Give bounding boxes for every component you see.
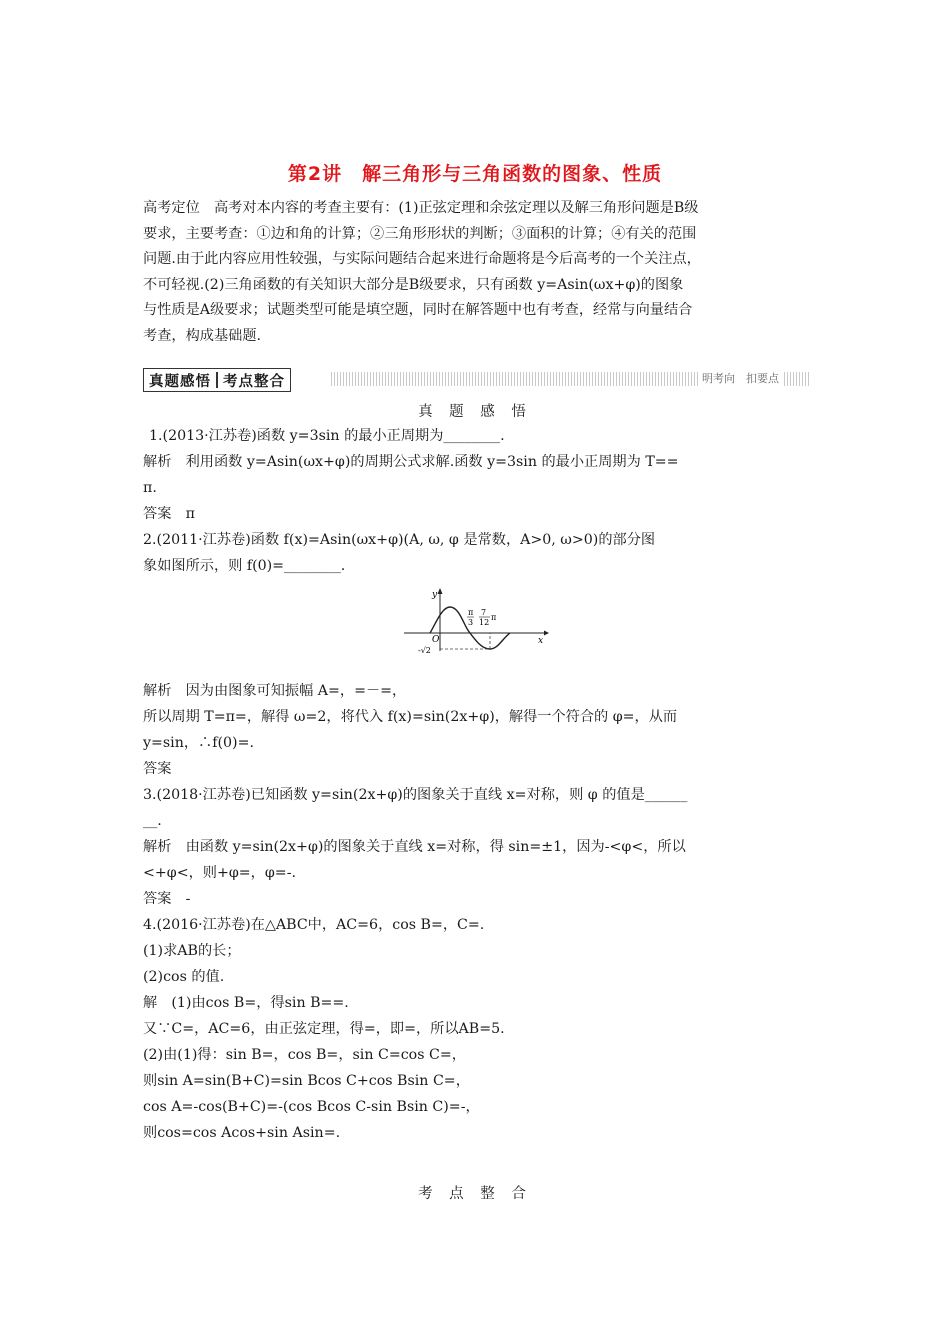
- intro-line: 高考定位 高考对本内容的考查主要有：(1)正弦定理和余弦定理以及解三角形问题是B级: [143, 200, 699, 216]
- solution-line: π.: [143, 480, 157, 496]
- problem-line: 1.(2013·江苏卷)函数 y=3sin 的最小正周期为________.: [149, 428, 505, 444]
- problem-line: (2)cos 的值.: [143, 969, 225, 985]
- solution-line: y=sin，∴f(0)=.: [143, 735, 254, 751]
- solution-line: 解析 利用函数 y=Asin(ωx+φ)的周期公式求解.函数 y=3sin 的最小正周期为 T==: [143, 454, 679, 470]
- graph-tick2-num: 7: [481, 608, 487, 617]
- graph-x-label: x: [538, 636, 544, 646]
- graph-y-label: y: [432, 590, 438, 600]
- answer-line: 答案 -: [143, 891, 191, 907]
- graph-tick2-pi: π: [491, 613, 497, 622]
- problem-line: (1)求AB的长；: [143, 943, 241, 959]
- intro-paragraph: [143, 196, 811, 349]
- section-heading-2: 考 点 整 合: [418, 1186, 532, 1202]
- intro-line: 与性质是A级要求；试题类型可能是填空题，同时在解答题中也有考查，经常与向量结合: [143, 302, 693, 318]
- solution-line: <+φ<，则+φ=，φ=-.: [143, 865, 296, 881]
- problem-line: 象如图所示，则 f(0)=________.: [143, 558, 346, 574]
- intro-line: 要求，主要考查：①边和角的计算；②三角形形状的判断；③面积的计算；④有关的范围: [143, 225, 697, 242]
- banner-left-label: 真题感悟: [149, 373, 211, 390]
- solution-line: 则cos=cos Acos+sin Asin=.: [143, 1125, 341, 1141]
- solution-line: 解 (1)由cos B=，得sin B==.: [143, 995, 349, 1011]
- solution-line: (2)由(1)得：sin B=，cos B=，sin C=cos C=，: [143, 1047, 466, 1063]
- solution-line: 又∵C=，AC=6，由正弦定理，得=，即=，所以AB=5.: [143, 1021, 505, 1037]
- solution-line: 解析 由函数 y=sin(2x+φ)的图象关于直线 x=对称，得 sin=±1，因为-<φ<，所以: [143, 839, 686, 855]
- problems-block-1: [143, 423, 811, 579]
- graph-neg-amplitude-label: -√2: [418, 646, 431, 653]
- banner-tag: 明考向 扣要点: [698, 372, 783, 386]
- graph-tick1-den: 3: [468, 618, 474, 627]
- graph-x-arrow: [544, 631, 549, 636]
- graph-origin-label: O: [432, 635, 440, 645]
- solution-line: 所以周期 T=π=，解得 ω=2，将代入 f(x)=sin(2x+φ)，解得一个符合的 φ=，从而: [143, 709, 678, 725]
- sine-graph: [402, 587, 550, 653]
- banner-right-label: 考点整合: [223, 373, 285, 390]
- intro-line: 问题.由于此内容应用性较强，与实际问题结合起来进行命题将是今后高考的一个关注点，: [143, 251, 701, 267]
- solution-line: 则sin A=sin(B+C)=sin Bcos C+cos Bsin C=，: [143, 1073, 470, 1089]
- intro-line: 考查，构成基础题.: [143, 327, 262, 344]
- solution-line: cos A=-cos(B+C)=-(cos Bcos C-sin Bsin C)=-，: [143, 1099, 480, 1115]
- section-banner: [143, 368, 811, 390]
- problem-line: 4.(2016·江苏卷)在△ABC中，AC=6，cos B=，C=.: [143, 917, 485, 933]
- solution-line: 解析 因为由图象可知振幅 A=，=－=，: [143, 683, 407, 699]
- problem-line: __.: [143, 813, 162, 829]
- problem-line: 2.(2011·江苏卷)函数 f(x)=Asin(ωx+φ)(A, ω, φ 是常数，A>0, ω>0)的部分图: [143, 532, 656, 548]
- graph-y-arrow: [438, 588, 443, 594]
- banner-heading-box: [143, 368, 291, 392]
- answer-line: 答案 π: [143, 506, 195, 522]
- answer-line: 答案: [143, 761, 172, 777]
- graph-tick2-den: 12: [479, 618, 490, 627]
- section-heading-1: 真 题 感 悟: [418, 404, 532, 420]
- problems-block-2: [143, 678, 811, 1146]
- problem-line: 3.(2018·江苏卷)已知函数 y=sin(2x+φ)的图象关于直线 x=对称，则 φ 的值是______: [143, 787, 688, 803]
- graph-tick1-num: π: [468, 608, 474, 617]
- page-title: 第2讲 解三角形与三角函数的图象、性质: [287, 163, 663, 185]
- intro-line: 不可轻视.(2)三角函数的有关知识大部分是B级要求，只有函数 y=Asin(ωx+φ)的图象: [143, 276, 684, 293]
